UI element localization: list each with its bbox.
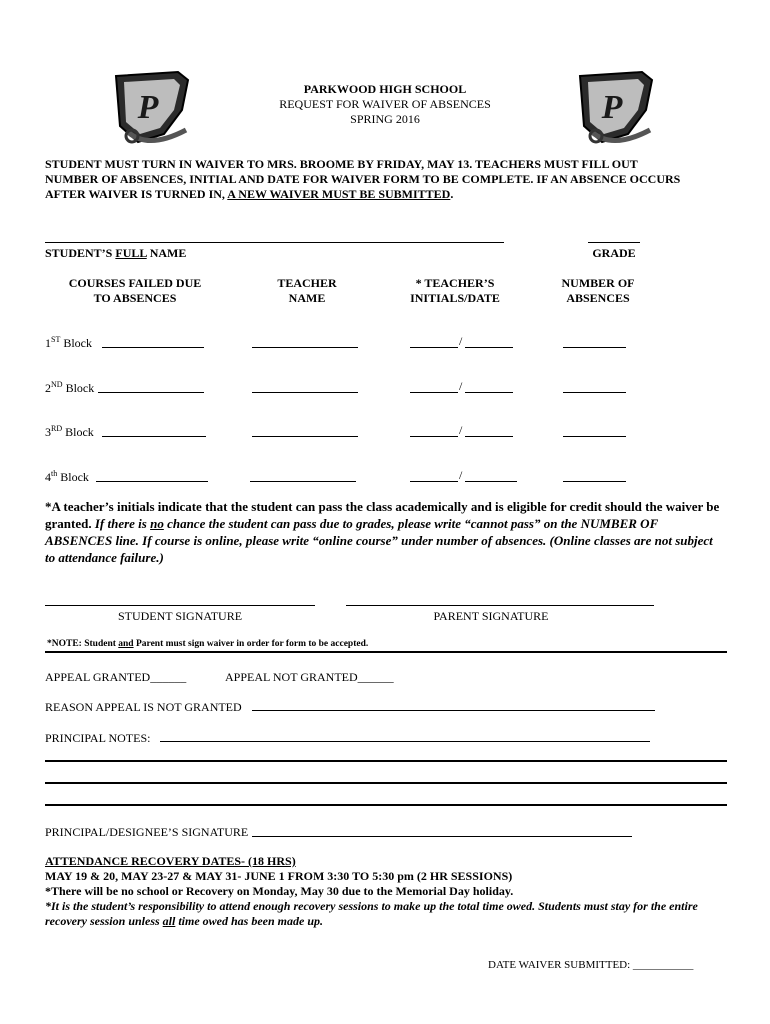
block-3-label <box>45 424 94 440</box>
form-term: SPRING 2016 <box>350 112 420 126</box>
block-1-course-field[interactable] <box>102 347 204 348</box>
form-title: REQUEST FOR WAIVER OF ABSENCES <box>279 97 491 111</box>
responsibility-note-rest: time owed has been made up. <box>175 914 324 928</box>
instructions-line-3-text: AFTER WAIVER IS TURNED IN, <box>45 187 228 201</box>
student-signature-field[interactable] <box>45 605 315 606</box>
no-emphasis: no <box>150 516 164 531</box>
block-3-date-field[interactable] <box>465 436 513 437</box>
block-label: Block <box>62 381 95 395</box>
block-2-course-field[interactable] <box>98 392 204 393</box>
designee-signature-field[interactable] <box>252 836 632 837</box>
block-1-teacher-field[interactable] <box>252 347 358 348</box>
col-teacher-line1: TEACHER <box>277 276 337 290</box>
col-absences-line1: NUMBER OF <box>561 276 635 290</box>
block-3-slash: / <box>459 423 463 437</box>
teacher-initials-note-italic-rest: chance the student can pass due to grades, please write “cannot pass” on the NUMBER OF ABSENCES line. If course is online, please write “online course” under number of absences. (Online classes are not subject to attendance failure.) <box>45 516 713 565</box>
student-signature-label: STUDENT SIGNATURE <box>117 609 243 623</box>
and-emphasis: and <box>118 639 134 649</box>
block-4-teacher-field[interactable] <box>250 481 356 482</box>
signature-note <box>47 639 368 649</box>
col-initials-line2: INITIALS/DATE <box>410 291 500 305</box>
block-number: 3 <box>45 425 51 439</box>
block-2-absences-field[interactable] <box>563 392 626 393</box>
col-absences-line2: ABSENCES <box>566 291 630 305</box>
block-2-initials-field[interactable] <box>410 392 458 393</box>
block-3-teacher-field[interactable] <box>252 436 358 437</box>
block-ordinal: RD <box>51 424 63 433</box>
principal-notes-line-4[interactable] <box>45 804 727 806</box>
student-name-label-prefix: STUDENT’S <box>45 246 116 260</box>
principal-notes-label: PRINCIPAL NOTES: <box>45 731 151 745</box>
responsibility-note <box>45 899 725 929</box>
block-number: 4 <box>45 470 51 484</box>
block-4-date-field[interactable] <box>465 481 517 482</box>
student-name-field[interactable] <box>45 242 504 243</box>
block-4-absences-field[interactable] <box>563 481 626 482</box>
reason-field[interactable] <box>252 710 655 711</box>
svg-text:P: P <box>137 89 159 126</box>
block-label: Block <box>60 336 93 350</box>
new-waiver-emphasis: A NEW WAIVER MUST BE SUBMITTED <box>227 187 451 201</box>
all-emphasis: all <box>162 914 176 928</box>
parent-signature-label: PARENT SIGNATURE <box>433 609 549 623</box>
designee-signature-label: PRINCIPAL/DESIGNEE’S SIGNATURE <box>45 825 249 839</box>
full-emphasis: FULL <box>115 246 147 260</box>
signature-note-prefix: *NOTE: Student <box>47 639 119 649</box>
student-name-label <box>45 246 186 261</box>
responsibility-note-text: *It is the student’s responsibility to attend enough recovery sessions to make up the total time owed. Students must stay for the entire recovery session unless <box>45 899 698 928</box>
block-2-teacher-field[interactable] <box>252 392 358 393</box>
block-ordinal: th <box>51 469 58 478</box>
block-1-date-field[interactable] <box>465 347 513 348</box>
instructions-line-3 <box>45 187 453 202</box>
teacher-initials-note-italic: If there is <box>94 516 151 531</box>
block-4-slash: / <box>459 468 463 482</box>
block-1-slash: / <box>459 334 463 348</box>
block-4-course-field[interactable] <box>96 481 208 482</box>
block-number: 2 <box>45 381 51 395</box>
block-ordinal: ST <box>51 335 61 344</box>
teacher-initials-note-bold: *A teacher’s initials indicate that the student can pass the class academically and is eligible for credit should the waiver be granted. <box>45 499 720 531</box>
signature-note-suffix: Parent must sign waiver in order for form to be accepted. <box>133 639 369 649</box>
date-waiver-submitted[interactable]: DATE WAIVER SUBMITTED: ___________ <box>488 959 694 971</box>
block-2-slash: / <box>459 379 463 393</box>
block-2-label <box>45 380 94 396</box>
block-3-initials-field[interactable] <box>410 436 458 437</box>
grade-field[interactable] <box>588 242 640 243</box>
instructions-line-2: NUMBER OF ABSENCES, INITIAL AND DATE FOR WAIVER FORM TO BE COMPLETE. IF AN ABSENCE OCCURS <box>45 172 681 186</box>
instructions-line-1: STUDENT MUST TURN IN WAIVER TO MRS. BROOME BY FRIDAY, MAY 13. TEACHERS MUST FILL OUT <box>45 157 638 171</box>
student-name-label-suffix: NAME <box>146 246 187 260</box>
teacher-initials-note <box>45 498 725 566</box>
svg-text:P: P <box>601 89 623 126</box>
school-logo-left <box>108 70 196 150</box>
block-1-label <box>45 335 92 351</box>
block-1-initials-field[interactable] <box>410 347 458 348</box>
school-name: PARKWOOD HIGH SCHOOL <box>303 82 467 96</box>
block-ordinal: ND <box>51 380 63 389</box>
appeal-not-granted[interactable]: APPEAL NOT GRANTED______ <box>225 670 394 684</box>
instructions-period: . <box>450 187 454 201</box>
grade-label: GRADE <box>592 246 636 260</box>
block-4-label <box>45 469 89 485</box>
principal-notes-line-3[interactable] <box>45 782 727 784</box>
col-teacher-line2: NAME <box>288 291 326 305</box>
block-label: Block <box>62 425 94 439</box>
principal-notes-line-2[interactable] <box>45 760 727 762</box>
block-3-absences-field[interactable] <box>563 436 626 437</box>
principal-notes-field[interactable] <box>160 741 650 742</box>
block-2-date-field[interactable] <box>465 392 513 393</box>
appeal-granted[interactable]: APPEAL GRANTED______ <box>45 670 187 684</box>
school-logo-right <box>572 70 660 150</box>
block-4-initials-field[interactable] <box>410 481 458 482</box>
holiday-note: *There will be no school or Recovery on Monday, May 30 due to the Memorial Day holiday. <box>45 884 514 898</box>
recovery-dates: MAY 19 & 20, MAY 23-27 & MAY 31- JUNE 1 FROM 3:30 TO 5:30 pm (2 HR SESSIONS) <box>45 869 513 883</box>
col-initials-line1: * TEACHER’S <box>415 276 495 290</box>
block-label: Block <box>57 470 89 484</box>
parent-signature-field[interactable] <box>346 605 654 606</box>
col-courses-line1: COURSES FAILED DUE <box>68 276 202 290</box>
block-number: 1 <box>45 336 51 350</box>
section-divider <box>45 651 727 653</box>
block-1-absences-field[interactable] <box>563 347 626 348</box>
block-3-course-field[interactable] <box>102 436 206 437</box>
recovery-heading: ATTENDANCE RECOVERY DATES- (18 HRS) <box>45 854 296 868</box>
reason-label: REASON APPEAL IS NOT GRANTED <box>45 700 242 714</box>
col-courses-line2: TO ABSENCES <box>93 291 177 305</box>
